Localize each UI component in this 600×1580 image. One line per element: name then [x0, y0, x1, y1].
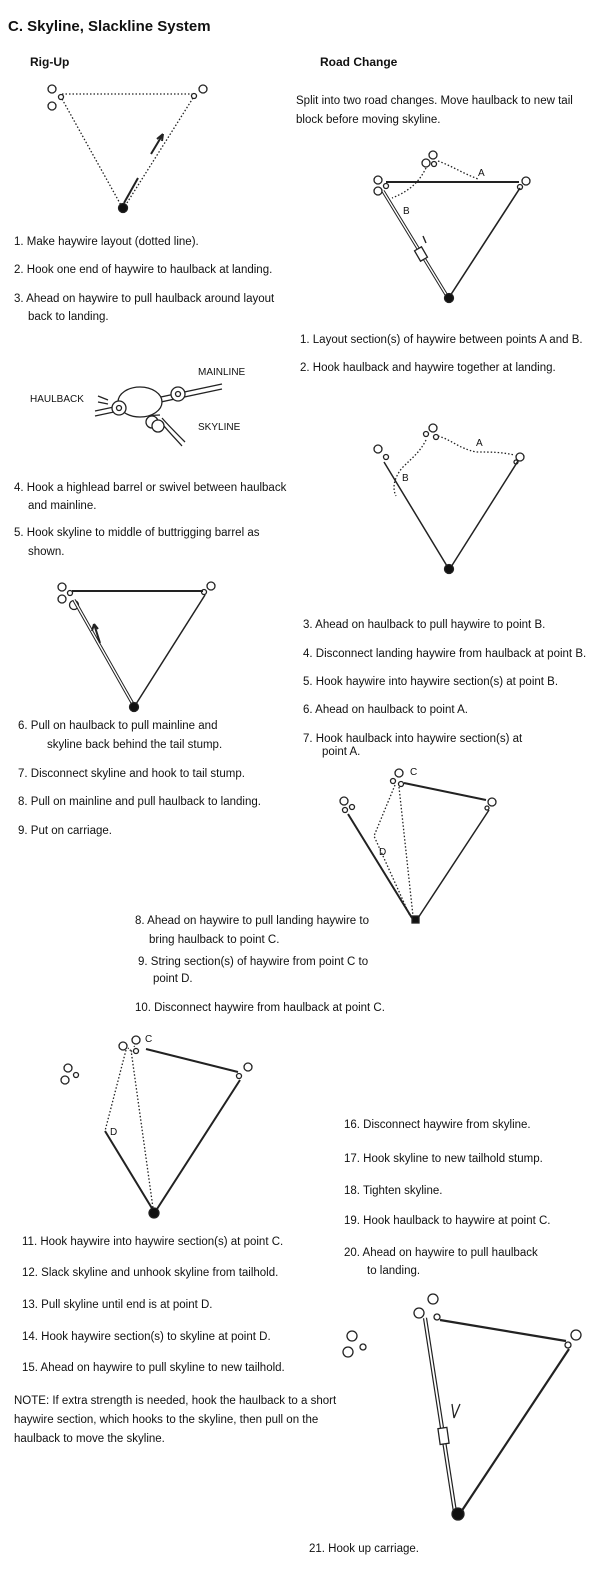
- road-step-10: 10. Disconnect haywire from haulback at point C.: [135, 1002, 385, 1014]
- road-step-1: 1. Layout section(s) of haywire between points A and B.: [300, 334, 583, 346]
- diagram-final-carriage: [343, 1294, 581, 1520]
- label-skyline: SKYLINE: [198, 422, 241, 433]
- diagram-road-change-2: [374, 424, 524, 574]
- road-step-19: 19. Hook haulback to haywire at point C.: [344, 1215, 551, 1227]
- label-point-a-1: A: [478, 168, 485, 179]
- road-step-16: 16. Disconnect haywire from skyline.: [344, 1119, 531, 1131]
- step-2: 2. Hook one end of haywire to haulback at landing.: [14, 264, 273, 276]
- note: NOTE: If extra strength is needed, hook the haulback to a short haywire section, which hooks to the skyline, then pull on the haulback to move the skyline.: [14, 1395, 337, 1445]
- road-step-12: 12. Slack skyline and unhook skyline from tailhold.: [22, 1267, 279, 1279]
- road-step-14: 14. Hook haywire section(s) to skyline at point D.: [22, 1331, 271, 1343]
- step-1: 1. Make haywire layout (dotted line).: [14, 236, 199, 248]
- step-8: 8. Pull on mainline and pull haulback to landing.: [18, 796, 261, 808]
- step-5-line1: 5. Hook skyline to middle of buttrigging barrel as: [14, 527, 260, 539]
- label-point-d-1: D: [379, 847, 387, 858]
- label-mainline: MAINLINE: [198, 367, 246, 378]
- step-4-line2: and mainline.: [28, 500, 97, 512]
- step-6-line1: 6. Pull on haulback to pull mainline and: [18, 720, 218, 732]
- heading-rig-up: Rig-Up: [30, 55, 70, 69]
- step-9: 9. Put on carriage.: [18, 825, 112, 837]
- label-point-a-2: A: [476, 438, 483, 449]
- step-6-line2: skyline back behind the tail stump.: [47, 739, 223, 751]
- road-step-6: 6. Ahead on haulback to point A.: [303, 704, 468, 716]
- road-step-20-line1: 20. Ahead on haywire to pull haulback: [344, 1247, 538, 1259]
- diagram-highlead-barrel: [95, 384, 222, 446]
- road-step-13: 13. Pull skyline until end is at point D.: [22, 1299, 213, 1311]
- step-4-line1: 4. Hook a highlead barrel or swivel between haulback: [14, 482, 287, 494]
- road-step-21: 21. Hook up carriage.: [309, 1543, 419, 1555]
- heading-road-change: Road Change: [320, 55, 398, 69]
- road-change-intro: Split into two road changes. Move haulback to new tail block before moving skyline.: [296, 95, 573, 126]
- diagram-road-change-4: [61, 1036, 252, 1218]
- road-step-9-line2: point D.: [153, 973, 193, 985]
- diagram-rig-up-layout: [48, 85, 207, 213]
- step-5-line2: shown.: [28, 546, 65, 558]
- label-point-c-1: C: [410, 767, 418, 778]
- label-point-d-2: D: [110, 1127, 118, 1138]
- road-step-18: 18. Tighten skyline.: [344, 1185, 443, 1197]
- page-title: C. Skyline, Slackline System: [8, 18, 211, 35]
- diagram-haulback-pulled: [58, 582, 215, 712]
- label-point-b-1: B: [403, 206, 410, 217]
- road-step-9-line1: 9. String section(s) of haywire from point C to: [138, 956, 369, 968]
- step-3-line2: back to landing.: [28, 311, 109, 323]
- label-point-b-2: B: [402, 473, 409, 484]
- diagram-road-change-3: [340, 769, 496, 923]
- road-step-8-line2: bring haulback to point C.: [149, 934, 280, 946]
- step-7: 7. Disconnect skyline and hook to tail stump.: [18, 768, 245, 780]
- road-step-8-line1: 8. Ahead on haywire to pull landing haywire to: [135, 915, 369, 927]
- label-point-c-2: C: [145, 1034, 153, 1045]
- road-step-17: 17. Hook skyline to new tailhold stump.: [344, 1153, 543, 1165]
- label-haulback: HAULBACK: [30, 394, 84, 405]
- road-step-5: 5. Hook haywire into haywire section(s) at point B.: [303, 676, 559, 688]
- road-step-7-line2: point A.: [322, 746, 361, 758]
- diagram-road-change-1: [374, 151, 530, 303]
- road-step-2: 2. Hook haulback and haywire together at landing.: [300, 362, 556, 374]
- road-step-4: 4. Disconnect landing haywire from haulback at point B.: [303, 648, 587, 660]
- road-step-20-line2: to landing.: [367, 1265, 421, 1277]
- road-step-3: 3. Ahead on haulback to pull haywire to point B.: [303, 619, 546, 631]
- road-step-11: 11. Hook haywire into haywire section(s) at point C.: [22, 1236, 284, 1248]
- road-step-7-line1: 7. Hook haulback into haywire section(s) at: [303, 733, 523, 745]
- step-3-line1: 3. Ahead on haywire to pull haulback around layout: [14, 293, 275, 305]
- road-step-15: 15. Ahead on haywire to pull skyline to new tailhold.: [22, 1362, 285, 1374]
